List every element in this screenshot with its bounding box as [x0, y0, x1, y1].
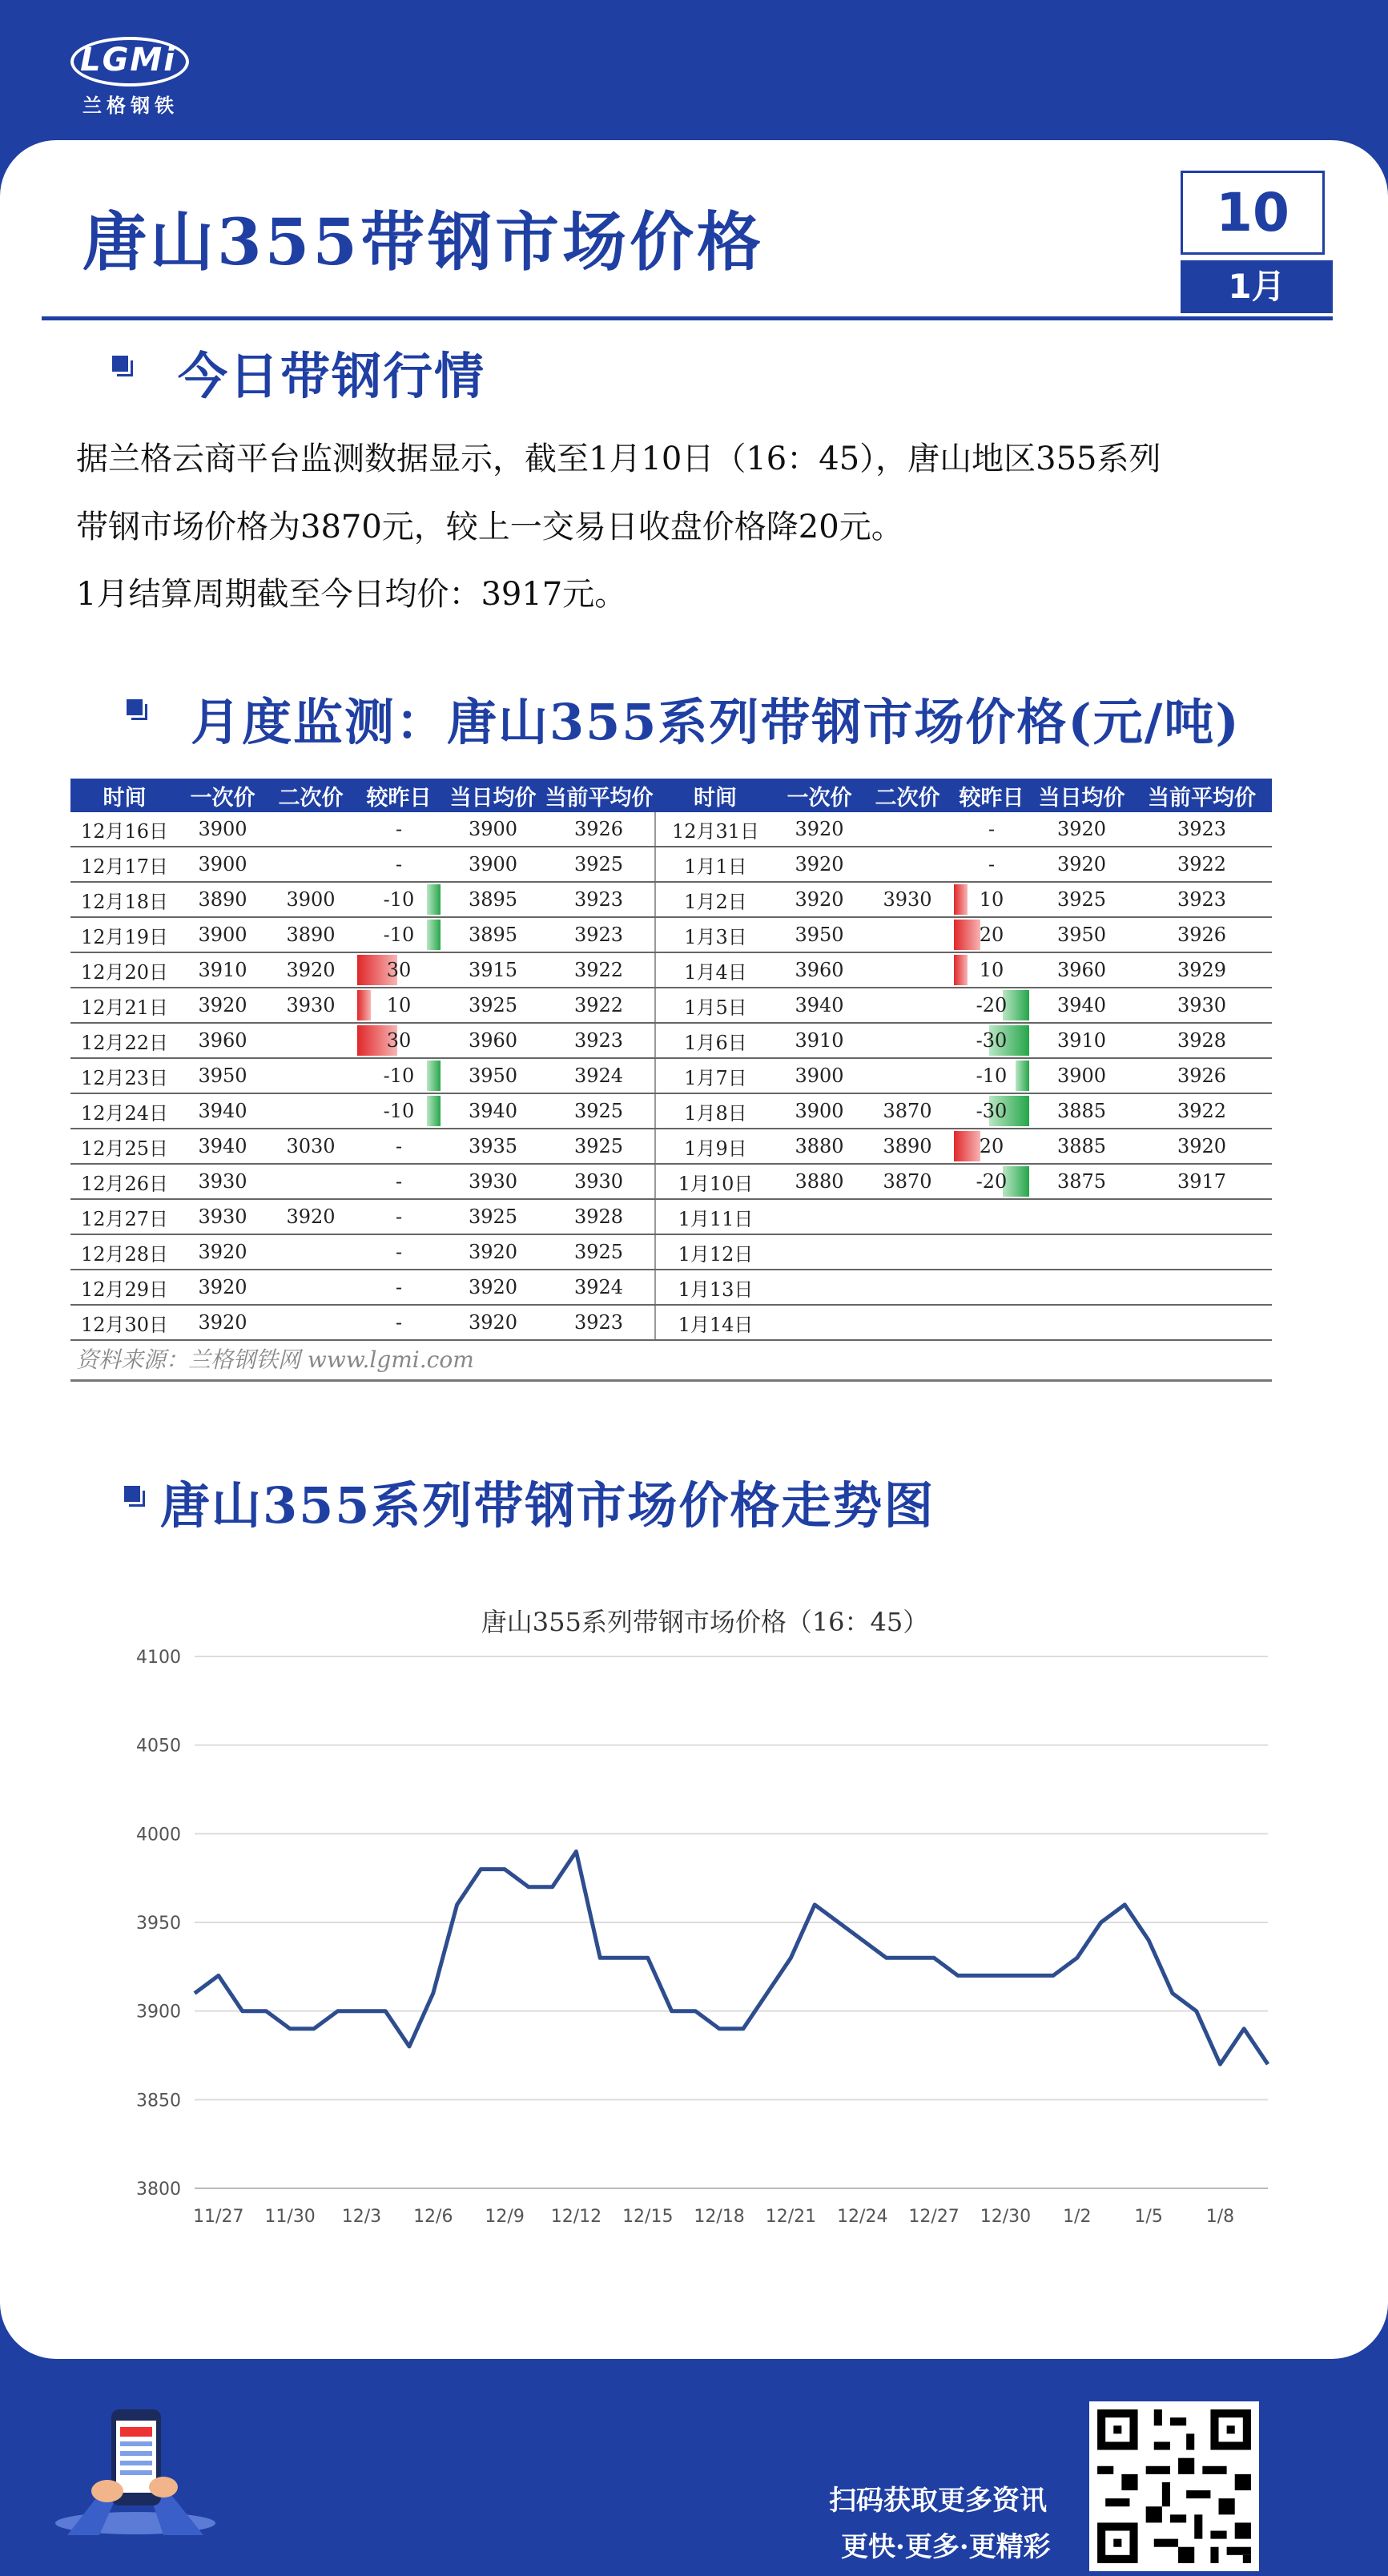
column-header: 一次价: [775, 779, 863, 812]
table-row: [70, 952, 1272, 988]
table-cell: 12月18日: [70, 882, 179, 917]
change-value: -: [988, 853, 996, 875]
decrease-bar: [1016, 1061, 1029, 1091]
table-cell: 3920: [1132, 1129, 1272, 1164]
column-header: 一次价: [179, 779, 267, 812]
price-trend-chart: [0, 1586, 1388, 2251]
table-cell: 3923: [543, 917, 655, 952]
table-cell: 3920: [1032, 847, 1132, 882]
x-tick-label: 12/21: [765, 2207, 817, 2227]
table-cell: [863, 917, 951, 952]
section-bullet-icon: [127, 699, 147, 720]
table-cell: 1月10日: [655, 1164, 775, 1199]
table-cell: 12月31日: [655, 812, 775, 847]
table-cell: [863, 1270, 951, 1305]
change-value: -10: [383, 888, 415, 911]
table-cell: 3926: [1132, 917, 1272, 952]
table-cell: 1月7日: [655, 1058, 775, 1093]
table-cell: 3960: [179, 1023, 267, 1058]
table-cell: [863, 1058, 951, 1093]
logo-cn-name: 兰格钢铁: [82, 94, 179, 117]
table-cell: 3960: [443, 1023, 543, 1058]
table-cell: 3890: [267, 917, 355, 952]
table-cell: 1月14日: [655, 1305, 775, 1340]
table-cell: 3930: [179, 1164, 267, 1199]
table-cell: 12月16日: [70, 812, 179, 847]
x-tick-label: 12/27: [908, 2207, 960, 2227]
increase-bar: [954, 955, 968, 985]
table-cell: 3920: [775, 882, 863, 917]
x-tick-label: 12/18: [694, 2207, 745, 2227]
table-cell: 1月8日: [655, 1093, 775, 1129]
table-cell: 1月2日: [655, 882, 775, 917]
table-cell: 3880: [775, 1164, 863, 1199]
y-tick-label: 3900: [136, 2002, 181, 2023]
table-cell: [267, 1234, 355, 1270]
table-cell: 3920: [443, 1270, 543, 1305]
table-cell: 1月5日: [655, 988, 775, 1023]
table-cell: 3929: [1132, 952, 1272, 988]
change-value: -: [395, 1241, 403, 1263]
qr-code-icon[interactable]: [1089, 2401, 1259, 2571]
table-cell: 3960: [1032, 952, 1132, 988]
table-cell: [951, 1023, 1032, 1058]
table-cell: 3885: [1032, 1093, 1132, 1129]
table-cell: 3923: [1132, 812, 1272, 847]
change-value: -10: [383, 1100, 415, 1122]
x-tick-label: 12/24: [837, 2207, 888, 2227]
table-cell: 3900: [443, 847, 543, 882]
table-cell: [1032, 1305, 1132, 1340]
x-tick-label: 11/30: [264, 2207, 316, 2227]
change-value: -: [395, 818, 403, 840]
table-cell: 3900: [1032, 1058, 1132, 1093]
table-cell: 3928: [543, 1199, 655, 1234]
table-cell: [1132, 1270, 1272, 1305]
change-value: -10: [383, 924, 415, 946]
table-cell: 1月3日: [655, 917, 775, 952]
increase-bar: [357, 990, 371, 1020]
y-tick-label: 4100: [136, 1648, 181, 1668]
table-cell: [863, 1305, 951, 1340]
table-cell: 3910: [179, 952, 267, 988]
table-cell: [267, 847, 355, 882]
table-cell: 12月24日: [70, 1093, 179, 1129]
table-cell: 3950: [775, 917, 863, 952]
phone-hand-icon: [51, 2403, 219, 2539]
table-cell: [355, 1305, 443, 1340]
table-cell: 3890: [179, 882, 267, 917]
market-text-line2: 带钢市场价格为3870元，较上一交易日收盘价格降20元。: [76, 509, 903, 545]
table-cell: 3940: [1032, 988, 1132, 1023]
table-cell: 3920: [267, 1199, 355, 1234]
table-cell: [951, 1093, 1032, 1129]
table-cell: 3923: [543, 882, 655, 917]
table-cell: 3925: [543, 1234, 655, 1270]
table-cell: [863, 847, 951, 882]
decrease-bar: [427, 1061, 441, 1091]
table-cell: 3030: [267, 1129, 355, 1164]
column-header: 二次价: [863, 779, 951, 812]
table-header-row: [70, 779, 1272, 812]
market-text-line1: 据兰格云商平台监测数据显示，截至1月10日（16：45），唐山地区355系列: [76, 441, 1161, 477]
table-cell: [355, 1023, 443, 1058]
x-tick-label: 12/12: [550, 2207, 602, 2227]
table-cell: 3915: [443, 952, 543, 988]
table-cell: 3923: [543, 1305, 655, 1340]
table-cell: 12月30日: [70, 1305, 179, 1340]
table-cell: 12月29日: [70, 1270, 179, 1305]
table-cell: 3900: [267, 882, 355, 917]
x-tick-label: 12/6: [413, 2207, 453, 2227]
table-cell: 1月9日: [655, 1129, 775, 1164]
table-cell: [1132, 1234, 1272, 1270]
column-header: 当前平均价: [543, 779, 655, 812]
table-cell: 3890: [863, 1129, 951, 1164]
x-tick-label: 12/30: [980, 2207, 1032, 2227]
table-cell: 3950: [179, 1058, 267, 1093]
increase-bar: [954, 884, 968, 915]
x-tick-label: 1/2: [1063, 2207, 1092, 2227]
table-cell: 3925: [543, 1129, 655, 1164]
table-cell: [863, 952, 951, 988]
table-cell: 3870: [863, 1164, 951, 1199]
table-cell: [863, 812, 951, 847]
column-header: 较昨日: [355, 779, 443, 812]
source-divider: [70, 1379, 1272, 1382]
table-cell: 12月20日: [70, 952, 179, 988]
table-cell: 3926: [1132, 1058, 1272, 1093]
section-heading-today: 今日带钢行情: [178, 347, 486, 405]
table-row: [70, 1093, 1272, 1129]
table-cell: 3920: [1032, 812, 1132, 847]
table-cell: 3875: [1032, 1164, 1132, 1199]
table-cell: 12月27日: [70, 1199, 179, 1234]
table-cell: [267, 1164, 355, 1199]
table-cell: [355, 882, 443, 917]
table-row: [70, 847, 1272, 882]
table-row: [70, 988, 1272, 1023]
table-cell: [1032, 1234, 1132, 1270]
table-cell: 3930: [543, 1164, 655, 1199]
change-value: 10: [979, 888, 1004, 911]
table-cell: 3922: [543, 988, 655, 1023]
table-cell: [267, 1058, 355, 1093]
table-cell: 3928: [1132, 1023, 1272, 1058]
table-cell: [1132, 1305, 1272, 1340]
table-cell: [267, 1305, 355, 1340]
table-cell: 3940: [775, 988, 863, 1023]
table-cell: [355, 1164, 443, 1199]
table-cell: 1月4日: [655, 952, 775, 988]
table-cell: 1月12日: [655, 1234, 775, 1270]
table-cell: 3923: [1132, 882, 1272, 917]
table-cell: [863, 1234, 951, 1270]
decrease-bar: [427, 920, 441, 950]
table-cell: [355, 812, 443, 847]
page-title: 唐山355带钢市场价格: [82, 204, 764, 280]
table-cell: 3910: [775, 1023, 863, 1058]
top-band: [0, 0, 1388, 140]
table-cell: 3900: [443, 812, 543, 847]
x-tick-label: 11/27: [193, 2207, 244, 2227]
price-table: [70, 779, 1272, 1341]
date-day: 10: [1181, 171, 1325, 255]
chart-title: 唐山355系列带钢市场价格（16：45）: [481, 1607, 929, 1637]
table-cell: [951, 988, 1032, 1023]
change-value: -20: [976, 1170, 1008, 1193]
table-cell: [951, 1305, 1032, 1340]
x-tick-label: 12/15: [622, 2207, 674, 2227]
market-text-line3: 1月结算周期截至今日均价：3917元。: [76, 576, 627, 613]
y-tick-label: 3800: [136, 2180, 181, 2200]
table-cell: 3950: [1032, 917, 1132, 952]
change-value: 20: [979, 924, 1004, 946]
table-cell: 3920: [179, 1234, 267, 1270]
table-cell: [951, 847, 1032, 882]
table-cell: [355, 1270, 443, 1305]
change-value: -: [395, 1135, 403, 1157]
increase-bar: [954, 1131, 980, 1161]
table-row: [70, 1164, 1272, 1199]
table-row: [70, 1199, 1272, 1234]
table-cell: 3920: [775, 847, 863, 882]
table-cell: 3920: [267, 952, 355, 988]
table-cell: [775, 1305, 863, 1340]
date-month: 1月: [1181, 260, 1333, 313]
table-cell: 3870: [863, 1093, 951, 1129]
table-cell: 12月17日: [70, 847, 179, 882]
data-source: 资料来源：兰格钢铁网 www.lgmi.com: [76, 1346, 474, 1373]
change-value: -: [395, 853, 403, 875]
table-cell: 3885: [1032, 1129, 1132, 1164]
table-cell: [355, 1234, 443, 1270]
change-value: -20: [976, 994, 1008, 1016]
table-cell: 12月19日: [70, 917, 179, 952]
table-cell: 3895: [443, 882, 543, 917]
table-cell: 3926: [543, 812, 655, 847]
change-value: 30: [386, 959, 412, 981]
table-cell: 3895: [443, 917, 543, 952]
table-cell: [951, 1164, 1032, 1199]
table-cell: 3920: [775, 812, 863, 847]
table-cell: 3922: [543, 952, 655, 988]
table-cell: [951, 1234, 1032, 1270]
change-value: -: [395, 1205, 403, 1228]
table-row: [70, 1023, 1272, 1058]
table-cell: 3925: [1032, 882, 1132, 917]
change-value: 30: [386, 1029, 412, 1052]
table-cell: 3920: [179, 1305, 267, 1340]
series-line: [195, 1852, 1268, 2065]
table-cell: 3940: [179, 1129, 267, 1164]
table-cell: 12月21日: [70, 988, 179, 1023]
title-divider: [42, 316, 1333, 320]
table-cell: [267, 1093, 355, 1129]
table-cell: [951, 1058, 1032, 1093]
table-cell: 1月11日: [655, 1199, 775, 1234]
table-cell: 3925: [543, 847, 655, 882]
table-cell: [267, 1023, 355, 1058]
table-cell: [355, 1058, 443, 1093]
table-cell: 3930: [443, 1164, 543, 1199]
table-row: [70, 1270, 1272, 1305]
table-cell: [355, 952, 443, 988]
y-tick-label: 3850: [136, 2091, 181, 2111]
table-cell: 3900: [179, 917, 267, 952]
footer-cta-line1: 扫码获取更多资讯: [829, 2485, 1047, 2517]
column-header: 较昨日: [951, 779, 1032, 812]
table-cell: [863, 988, 951, 1023]
table-row: [70, 1058, 1272, 1093]
table-row: [70, 917, 1272, 952]
table-cell: 1月1日: [655, 847, 775, 882]
table-cell: 3960: [775, 952, 863, 988]
table-cell: 3923: [543, 1023, 655, 1058]
table-cell: 3925: [543, 1093, 655, 1129]
table-cell: 12月23日: [70, 1058, 179, 1093]
table-cell: [355, 917, 443, 952]
table-cell: 3920: [443, 1234, 543, 1270]
table-cell: 3922: [1132, 1093, 1272, 1129]
increase-bar: [954, 920, 980, 950]
table-cell: 3922: [1132, 847, 1272, 882]
x-tick-label: 12/9: [485, 2207, 525, 2227]
footer-cta-line2: 更快·更多·更精彩: [841, 2531, 1051, 2563]
table-cell: 3925: [443, 1199, 543, 1234]
table-cell: 3900: [775, 1093, 863, 1129]
section-bullet-icon: [112, 356, 133, 376]
table-cell: [863, 1199, 951, 1234]
table-cell: [267, 812, 355, 847]
change-value: -10: [976, 1065, 1008, 1087]
table-cell: [951, 1270, 1032, 1305]
x-tick-label: 1/8: [1205, 2207, 1235, 2227]
table-cell: 3930: [179, 1199, 267, 1234]
section-heading-trend: 唐山355系列带钢市场价格走势图: [160, 1476, 935, 1535]
column-header: 当日均价: [443, 779, 543, 812]
table-cell: 3910: [1032, 1023, 1132, 1058]
table-cell: [355, 847, 443, 882]
table-cell: 3917: [1132, 1164, 1272, 1199]
table-cell: 12月26日: [70, 1164, 179, 1199]
table-cell: 3900: [775, 1058, 863, 1093]
column-header: 当日均价: [1032, 779, 1132, 812]
table-cell: 3920: [179, 1270, 267, 1305]
table-cell: 3920: [443, 1305, 543, 1340]
table-cell: 3880: [775, 1129, 863, 1164]
table-cell: 3950: [443, 1058, 543, 1093]
table-row: [70, 1129, 1272, 1164]
table-cell: [951, 952, 1032, 988]
change-value: 10: [979, 959, 1004, 981]
table-cell: [1132, 1199, 1272, 1234]
table-row: [70, 1234, 1272, 1270]
change-value: -: [395, 1276, 403, 1298]
x-tick-label: 12/3: [341, 2207, 382, 2227]
table-cell: 3930: [1132, 988, 1272, 1023]
table-cell: [775, 1199, 863, 1234]
table-cell: 3930: [863, 882, 951, 917]
table-cell: [355, 1093, 443, 1129]
table-cell: 12月22日: [70, 1023, 179, 1058]
section-heading-monthly: 月度监测：唐山355系列带钢市场价格(元/吨): [191, 693, 1241, 751]
table-cell: 1月6日: [655, 1023, 775, 1058]
change-value: 20: [979, 1135, 1004, 1157]
y-tick-label: 3950: [136, 1914, 181, 1934]
table-cell: 3920: [179, 988, 267, 1023]
table-cell: [1032, 1199, 1132, 1234]
table-cell: 3935: [443, 1129, 543, 1164]
change-value: -10: [383, 1065, 415, 1087]
table-cell: 1月13日: [655, 1270, 775, 1305]
logo-letters: LGMi: [80, 42, 176, 78]
change-value: -30: [976, 1100, 1008, 1122]
table-cell: [951, 882, 1032, 917]
change-value: -30: [976, 1029, 1008, 1052]
decrease-bar: [427, 1096, 441, 1126]
table-cell: 3900: [179, 812, 267, 847]
table-cell: [951, 1199, 1032, 1234]
table-cell: [1032, 1270, 1132, 1305]
table-cell: 3925: [443, 988, 543, 1023]
table-row: [70, 882, 1272, 917]
change-value: -: [395, 1170, 403, 1193]
change-value: -: [988, 818, 996, 840]
section-bullet-icon: [124, 1486, 145, 1507]
table-row: [70, 812, 1272, 847]
column-header: 时间: [655, 779, 775, 812]
table-cell: 3930: [267, 988, 355, 1023]
table-cell: [355, 988, 443, 1023]
lgmi-logo[interactable]: [70, 30, 191, 119]
table-cell: [267, 1270, 355, 1305]
table-cell: 3900: [179, 847, 267, 882]
x-tick-label: 1/5: [1134, 2207, 1163, 2227]
table-cell: [355, 1199, 443, 1234]
change-value: -: [395, 1311, 403, 1334]
table-cell: [951, 812, 1032, 847]
table-cell: [863, 1023, 951, 1058]
table-cell: 3940: [443, 1093, 543, 1129]
y-tick-label: 4050: [136, 1736, 181, 1757]
table-cell: 12月25日: [70, 1129, 179, 1164]
table-cell: 12月28日: [70, 1234, 179, 1270]
table-cell: [951, 1129, 1032, 1164]
y-tick-label: 4000: [136, 1825, 181, 1845]
table-row: [70, 1305, 1272, 1340]
table-cell: 3924: [543, 1058, 655, 1093]
decrease-bar: [427, 884, 441, 915]
table-cell: [775, 1234, 863, 1270]
table-cell: [775, 1270, 863, 1305]
table-cell: 3924: [543, 1270, 655, 1305]
column-header: 当前平均价: [1132, 779, 1272, 812]
column-header: 时间: [70, 779, 179, 812]
change-value: 10: [386, 994, 412, 1016]
table-cell: [355, 1129, 443, 1164]
column-header: 二次价: [267, 779, 355, 812]
table-cell: [951, 917, 1032, 952]
table-cell: 3940: [179, 1093, 267, 1129]
